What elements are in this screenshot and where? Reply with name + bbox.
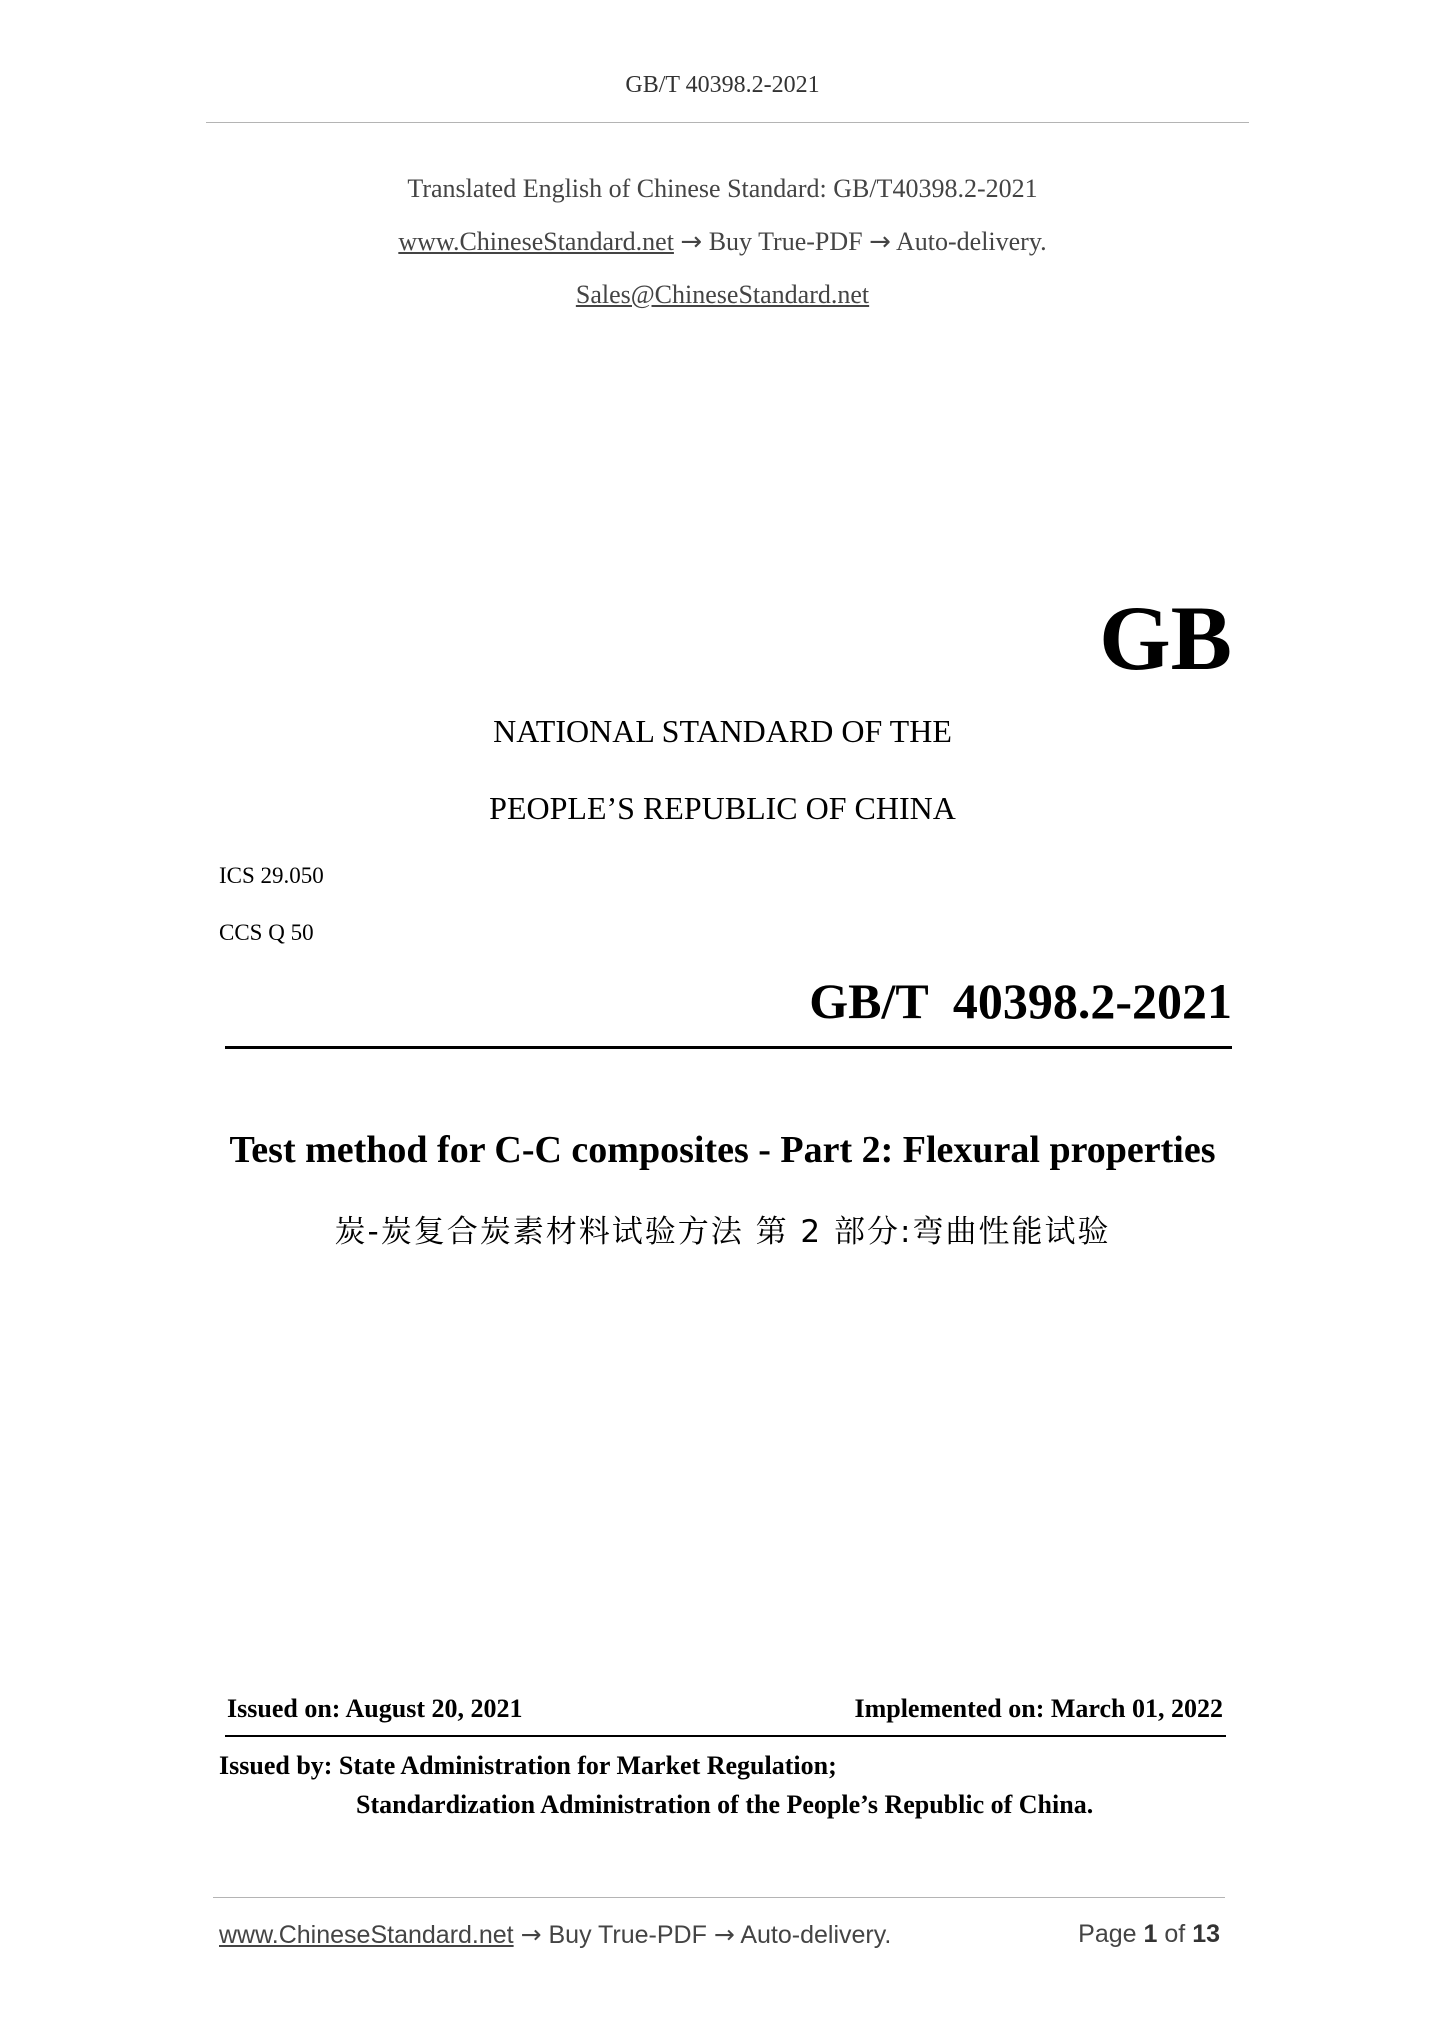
- implemented-on-date: Implemented on: March 01, 2022: [854, 1694, 1223, 1723]
- ics-code: ICS 29.050: [219, 863, 324, 888]
- page-label: Page: [1078, 1920, 1137, 1948]
- sales-email-link[interactable]: Sales@ChineseStandard.net: [575, 280, 870, 309]
- page-of: of: [1164, 1920, 1186, 1948]
- running-head: GB/T 40398.2-2021: [625, 72, 820, 98]
- arrow-right-icon: →: [713, 1920, 735, 1949]
- header-divider: [206, 122, 1249, 123]
- footer-site-link[interactable]: www.ChineseStandard.net: [219, 1921, 514, 1949]
- issued-by-line-1: Issued by: State Administration for Market Regulation;: [219, 1751, 837, 1780]
- arrow-right-icon: →: [520, 1920, 542, 1949]
- ccs-code: CCS Q 50: [219, 920, 314, 945]
- footer-purchase-line: [219, 1920, 891, 1950]
- buy-text: Buy True-PDF: [708, 227, 863, 256]
- page-indicator: [1078, 1920, 1220, 1949]
- footer-buy-text: Buy True-PDF: [548, 1921, 707, 1949]
- footer-delivery-text: Auto-delivery.: [740, 1921, 892, 1949]
- page-current: 1: [1143, 1920, 1158, 1948]
- site-link[interactable]: www.ChineseStandard.net: [398, 227, 674, 256]
- page-total: 13: [1192, 1920, 1220, 1948]
- translation-notice: Translated English of Chinese Standard: GB/T40398.2-2021: [407, 174, 1038, 203]
- sales-line: [0, 280, 1445, 310]
- gb-mark: GB: [1099, 587, 1232, 689]
- issue-divider: [225, 1735, 1226, 1737]
- issued-by-line-2: Standardization Administration of the People’s Republic of China.: [356, 1790, 1094, 1819]
- title-english: Test method for C-C composites - Part 2: Flexural properties: [229, 1129, 1216, 1171]
- title-chinese: 炭-炭复合炭素材料试验方法 第 2 部分:弯曲性能试验: [334, 1214, 1111, 1250]
- issued-on-date: Issued on: August 20, 2021: [227, 1694, 523, 1723]
- delivery-text: Auto-delivery.: [896, 227, 1047, 256]
- national-standard-line-2: PEOPLE’S REPUBLIC OF CHINA: [489, 790, 956, 826]
- purchase-line: [0, 227, 1445, 257]
- arrow-right-icon: →: [680, 227, 703, 257]
- standard-number: GB/T 40398.2-2021: [809, 973, 1232, 1029]
- arrow-right-icon: →: [869, 227, 891, 257]
- standard-number-rule: [225, 1046, 1232, 1049]
- footer-divider: [213, 1897, 1225, 1898]
- national-standard-line-1: NATIONAL STANDARD OF THE: [493, 713, 952, 749]
